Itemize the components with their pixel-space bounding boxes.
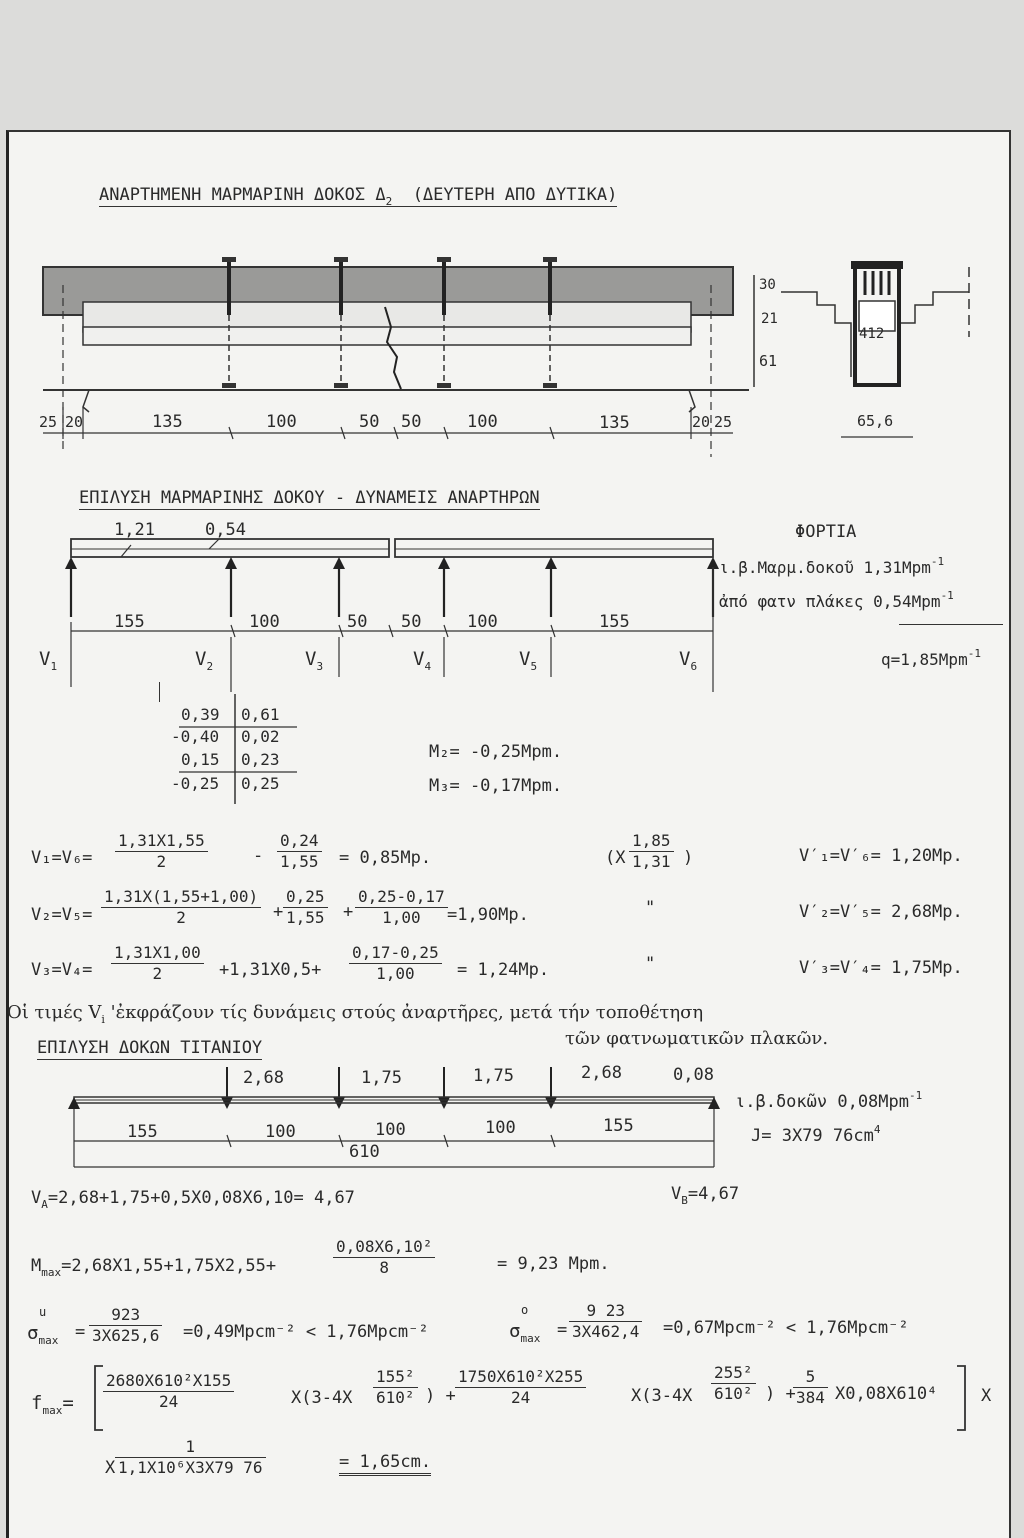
load-total: q=1,85Mpm$^{-1}$ [881, 647, 981, 669]
support-v2: $V_2$ [195, 648, 214, 673]
titanium-load-4: 2,68 [581, 1063, 622, 1083]
note-line-1: Οἱ τιμές $V_i$ 'ἐκφράζουν τίς δυνάμεις στούς ἀναρτῆρες, μετά τήν τοποθέτηση [7, 1002, 704, 1026]
loads-divider [899, 624, 1003, 625]
eq-v16-lhs: V₁=V₆= [31, 848, 93, 868]
fmax-term1-frac: $\frac{\text{2680X610²X155}}{24}$ [103, 1372, 234, 1412]
titanium-span-1: 155 [127, 1122, 158, 1142]
span-155-left: 155 [114, 612, 145, 632]
dim-20-left: 20 [65, 413, 84, 431]
vprime-25: V′₂=V′₅= 2,68Mp. [799, 902, 963, 922]
sigma-u-eq: = [75, 1322, 86, 1342]
eq-v25-frac1: $\frac{1,31X(1,55+1,00)}{2}$ [101, 888, 261, 928]
dim-100-right: 100 [467, 412, 498, 432]
titanium-load-2: 1,75 [361, 1068, 402, 1088]
vprime-34: V′₃=V′₄= 1,75Mp. [799, 958, 963, 978]
fmax-ratio1: $\frac{\text{155²}}{\text{610²}}$ [373, 1368, 418, 1408]
dim-135-right: 135 [599, 413, 630, 433]
span-100-right: 100 [467, 612, 498, 632]
titanium-span-3: 100 [375, 1120, 406, 1140]
section-dim-height: 61 [759, 352, 778, 370]
marble-beam-diagram [59, 527, 739, 697]
section2-heading: ΕΠΙΛΥΣΗ ΜΑΡΜΑΡΙΝΗΣ ΔΟΚΟΥ - ΔΥΝΑΜΕΙΣ ΑΝΑΡΤΗΡΩΝ [79, 488, 540, 508]
titanium-load-1: 2,68 [243, 1068, 284, 1088]
note-line-2: τῶν φατνωματικῶν πλακῶν. [565, 1028, 829, 1049]
section-dim-inner: 412 [859, 326, 885, 342]
fmax-term3-factor: X0,08X610⁴ [835, 1384, 938, 1404]
span-50-right: 50 [401, 612, 422, 632]
fmax-term1-factor: X(3-4X [291, 1388, 353, 1408]
fmax-term3-frac: $\frac{5}{384}$ [793, 1368, 828, 1408]
dim-25-left: 25 [39, 413, 58, 431]
ditto-1: " [645, 898, 656, 918]
table-r3-c1: 0,15 [181, 750, 220, 769]
sigma-u-superscript: u [39, 1305, 47, 1319]
section-dim-width: 65,6 [857, 412, 894, 430]
main-heading: ΑΝΑΡΤΗΜΕΝΗ ΜΑΡΜΑΡΙΝΗ ΔΟΚΟΣ $\Delta_2$ (ΔΕΥΤΕΡΗ ΑΠΟ ΔΥΤΙΚΑ) [99, 185, 618, 208]
moment-m3: M₃= -0,17Mpm. [429, 776, 563, 796]
support-v1: $V_1$ [39, 648, 58, 673]
fmax-tail-multiply: X [981, 1386, 992, 1406]
table-r2-c1: -0,40 [171, 727, 220, 746]
section-dim-mid: 21 [761, 311, 778, 327]
ditto-2: " [645, 954, 656, 974]
sigma-u-frac: $\frac{923}{3X625,6}$ [89, 1306, 162, 1346]
sigma-u-result: =0,49Mpcm⁻² < 1,76Mpcm⁻² [183, 1322, 429, 1342]
drawing-sheet [6, 130, 1011, 1538]
moment-m2: M₂= -0,25Mpm. [429, 742, 563, 762]
fmax-ratio2: $\frac{\text{255²}}{\text{610²}}$ [711, 1364, 756, 1404]
mmax-lhs: $M_{max}=2,68X1,55+1,75X2,55+$ [31, 1256, 277, 1279]
vprime-16: V′₁=V′₆= 1,20Mp. [799, 846, 963, 866]
eq-v25-frac3: $\frac{0,25-0,17}{1,00}$ [355, 888, 448, 928]
section3-heading: ΕΠΙΛΥΣΗ ΔΟΚΩΝ ΤΙΤΑΝΙΟΥ [37, 1038, 263, 1058]
titanium-span-5: 155 [603, 1116, 634, 1136]
eq-v25-frac2: $\frac{0,25}{1,55}$ [283, 888, 328, 928]
titanium-self-weight: ι.β.δοκῶν 0,08Mpm$^{-1}$ [735, 1089, 923, 1112]
mmax-result: = 9,23 Mpm. [497, 1254, 610, 1274]
eq-v16-frac2: $\frac{0,24}{1,55}$ [277, 832, 322, 872]
sigma-o-eq: = [557, 1320, 568, 1340]
eq-v16-result: = 0,85Mp. [339, 848, 432, 868]
fmax-result: = 1,65cm. [339, 1454, 431, 1476]
loads-title: ΦΟΡΤΙΑ [795, 522, 857, 542]
reaction-vb: $V_B=4,67$ [671, 1184, 740, 1207]
eq-v25-lhs: V₂=V₅= [31, 905, 93, 925]
span-155-right: 155 [599, 612, 630, 632]
fmax-line2-frac: $\frac{1}{\text{1,1X10⁶X3X79 76}}$ [115, 1438, 266, 1478]
beam1-label-2: 0,54 [205, 520, 246, 540]
table-r1-c2: 0,61 [241, 705, 280, 724]
reaction-va: $V_A=2,68+1,75+0,5X0,08X6,10= 4,67$ [31, 1188, 355, 1211]
titanium-total-span: 610 [349, 1142, 380, 1162]
table-r3-c2: 0,23 [241, 750, 280, 769]
dim-135-left: 135 [152, 412, 183, 432]
fmax-term2-factor: X(3-4X [631, 1386, 693, 1406]
dim-50-right: 50 [401, 412, 422, 432]
eq-v25-plus2: + [343, 902, 354, 922]
support-v6: $V_6$ [679, 648, 698, 673]
eq-v16-frac1: $\frac{1,31X1,55}{2}$ [115, 832, 208, 872]
support-v5: $V_5$ [519, 648, 538, 673]
sigma-u-lhs: $\sigma_{max}$ [27, 1322, 59, 1347]
beam-elevation-drawing [29, 247, 1009, 477]
eq-v34-frac2: $\frac{0,17-0,25}{1,00}$ [349, 944, 442, 984]
titanium-span-2: 100 [265, 1122, 296, 1142]
eq-v34-result: = 1,24Mp. [457, 960, 550, 980]
factor-open: (X [605, 848, 626, 868]
mmax-frac: $\frac{\text{0,08X6,10²}}{8}$ [333, 1238, 435, 1278]
sigma-o-result: =0,67Mpcm⁻² < 1,76Mpcm⁻² [663, 1318, 909, 1338]
table-r4-c1: -0,25 [171, 774, 220, 793]
table-r4-c2: 0,25 [241, 774, 280, 793]
span-100-left: 100 [249, 612, 280, 632]
eq-v34-frac1: $\frac{1,31X1,00}{2}$ [111, 944, 204, 984]
titanium-load-5: 0,08 [673, 1065, 714, 1085]
dim-25-right: 25 [714, 413, 733, 431]
fmax-term2-frac: $\frac{\text{1750X610²X255}}{24}$ [455, 1368, 586, 1408]
eq-v34-lhs: V₃=V₄= [31, 960, 93, 980]
dim-100-left: 100 [266, 412, 297, 432]
load-self-weight: ι.β.Μαρμ.δοκοῦ 1,31Mpm$^{-1}$ [719, 555, 945, 577]
titanium-span-4: 100 [485, 1118, 516, 1138]
eq-v25-plus1: + [273, 902, 284, 922]
sigma-o-frac: $\frac{9 23}{3X462,4}$ [569, 1302, 642, 1342]
table-lines [169, 694, 299, 804]
titanium-inertia: J= 3X79 $76cm^4$ [751, 1123, 881, 1146]
eq-v16-minus: - [253, 846, 264, 866]
table-r1-c1: 0,39 [181, 705, 220, 724]
beam1-label-1: 1,21 [114, 520, 155, 540]
support-v3: $V_3$ [305, 648, 324, 673]
fmax-line2-x: X [105, 1458, 116, 1478]
titanium-load-3: 1,75 [473, 1066, 514, 1086]
support-v4: $V_4$ [413, 648, 432, 673]
eq-v34-mid: +1,31X0,5+ [219, 960, 322, 980]
fmax-term2-close: ) + [765, 1384, 796, 1404]
dim-20-right: 20 [692, 413, 711, 431]
sigma-o-lhs: $\sigma_{max}$ [509, 1320, 541, 1345]
eq-v25-result: =1,90Mp. [447, 905, 529, 925]
table-r2-c2: 0,02 [241, 727, 280, 746]
factor-close: ) [683, 848, 694, 868]
factor-frac: $\frac{1,85}{1,31}$ [629, 832, 674, 872]
fmax-term1-close: ) + [425, 1386, 456, 1406]
sigma-o-superscript: o [521, 1303, 529, 1317]
dim-50-left: 50 [359, 412, 380, 432]
span-50-left: 50 [347, 612, 368, 632]
load-panels: ἀπό φατν πλάκες 0,54Mpm$^{-1}$ [719, 589, 954, 611]
fmax-lhs: $f_{max}=$ [31, 1392, 74, 1417]
section-dim-top: 30 [759, 277, 776, 293]
